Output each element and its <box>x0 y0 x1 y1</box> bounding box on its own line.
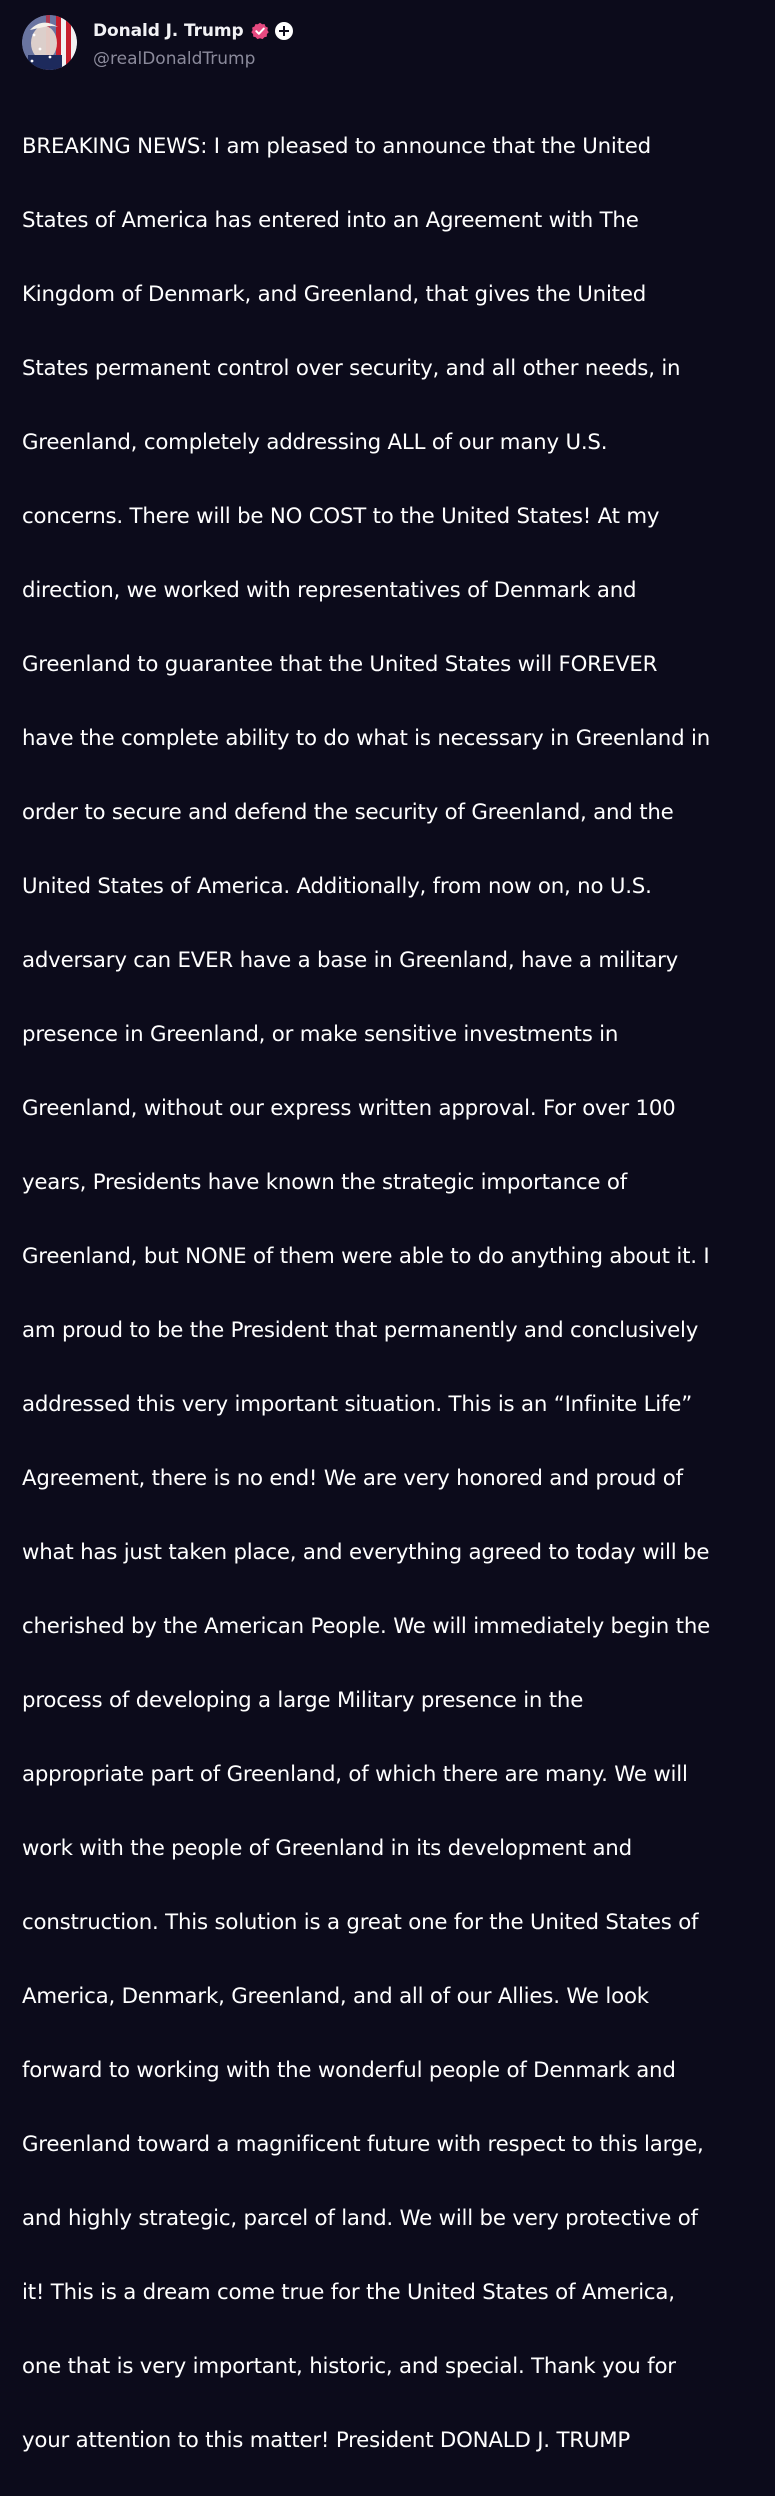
post-line: States permanent control over security, and all other needs, in <box>22 356 681 381</box>
post-line: America, Denmark, Greenland, and all of our Allies. We look <box>22 1984 649 2009</box>
post-line: order to secure and defend the security of Greenland, and the <box>22 800 674 825</box>
post-line: Greenland, but NONE of them were able to do anything about it. I <box>22 1244 710 1269</box>
post-line: one that is very important, historic, and special. Thank you for <box>22 2354 676 2379</box>
author-info <box>93 16 293 69</box>
post-line: States of America has entered into an Agreement with The <box>22 208 639 233</box>
post-line: adversary can EVER have a base in Greenland, have a military <box>22 948 679 973</box>
verified-check-icon <box>251 22 269 40</box>
avatar[interactable] <box>22 15 77 70</box>
post-line: what has just taken place, and everything agreed to today will be <box>22 1540 710 1565</box>
post-line: Kingdom of Denmark, and Greenland, that gives the United <box>22 282 647 307</box>
post-line: process of developing a large Military presence in the <box>22 1688 584 1713</box>
post-line: your attention to this matter! President DONALD J. TRUMP <box>22 2428 631 2453</box>
post-line: construction. This solution is a great one for the United States of <box>22 1910 699 1935</box>
post-line: years, Presidents have known the strategic importance of <box>22 1170 628 1195</box>
post-line: Greenland, without our express written approval. For over 100 <box>22 1096 676 1121</box>
name-row <box>93 16 293 46</box>
avatar-image <box>22 15 77 70</box>
post-line: Greenland, completely addressing ALL of our many U.S. <box>22 430 608 455</box>
post-line: Greenland toward a magnificent future with respect to this large, <box>22 2132 704 2157</box>
post-body <box>22 91 762 2496</box>
display-name[interactable]: Donald J. Trump <box>93 20 244 41</box>
post-line: am proud to be the President that permanently and conclusively <box>22 1318 699 1343</box>
post-line: appropriate part of Greenland, of which there are many. We will <box>22 1762 688 1787</box>
post-line: United States of America. Additionally, from now on, no U.S. <box>22 874 652 899</box>
post-line: addressed this very important situation. This is an “Infinite Life” <box>22 1392 693 1417</box>
post-line: concerns. There will be NO COST to the United States! At my <box>22 504 660 529</box>
post-line: Greenland to guarantee that the United States will FOREVER <box>22 652 658 677</box>
post-line: cherished by the American People. We will immediately begin the <box>22 1614 711 1639</box>
post-line: presence in Greenland, or make sensitive investments in <box>22 1022 619 1047</box>
post-line: BREAKING NEWS: I am pleased to announce that the United <box>22 134 651 159</box>
post-line: Agreement, there is no end! We are very honored and proud of <box>22 1466 683 1491</box>
post-line: forward to working with the wonderful people of Denmark and <box>22 2058 676 2083</box>
post-line: it! This is a dream come true for the United States of America, <box>22 2280 675 2305</box>
post-line: direction, we worked with representatives of Denmark and <box>22 578 637 603</box>
post-line: and highly strategic, parcel of land. We will be very protective of <box>22 2206 698 2231</box>
user-handle[interactable]: @realDonaldTrump <box>93 48 256 69</box>
post-line: have the complete ability to do what is necessary in Greenland in <box>22 726 710 751</box>
post-header <box>22 14 293 70</box>
plus-badge-icon <box>275 22 293 40</box>
post-line: work with the people of Greenland in its development and <box>22 1836 632 1861</box>
